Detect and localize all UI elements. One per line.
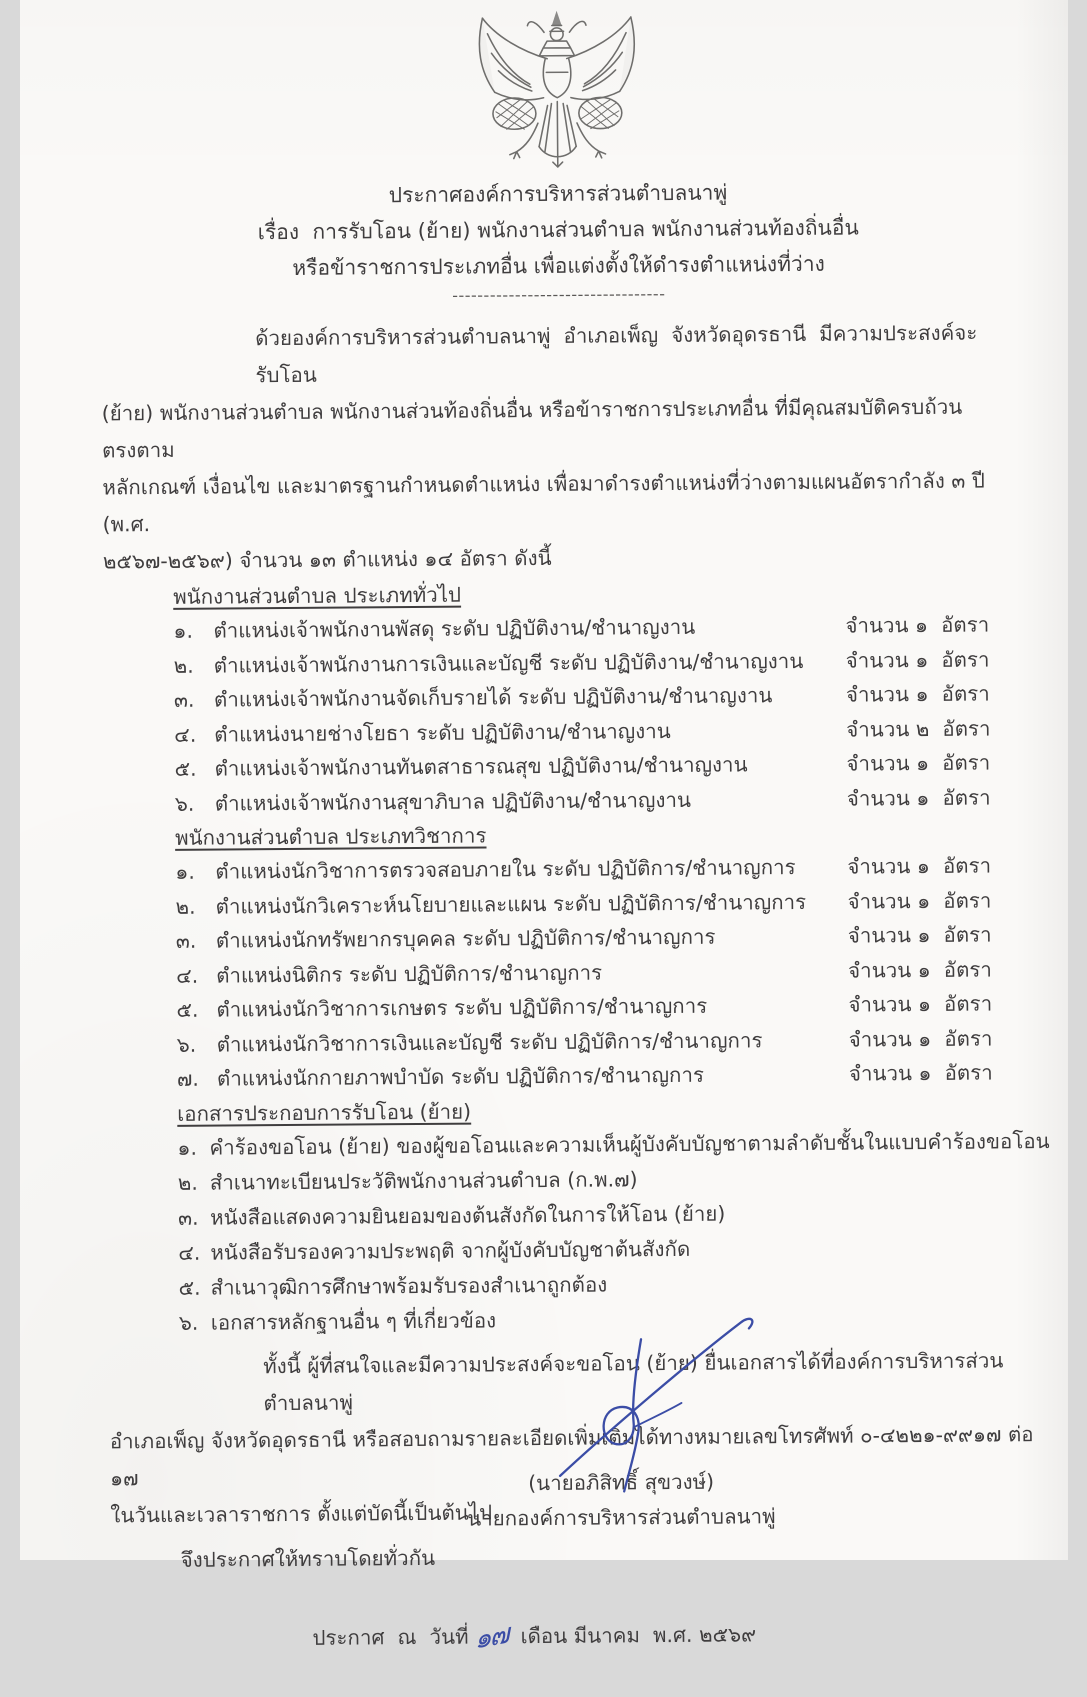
item-number: ๒. (174, 894, 196, 919)
item-number: ๑. (174, 859, 195, 884)
title-block (33, 172, 1082, 288)
document-list (23, 1123, 1073, 1341)
position-row (174, 780, 1004, 821)
position-title: ตำแหน่งนายช่างโยธา ระดับ ปฏิบัติงาน/ชำนาญงาน (213, 718, 671, 747)
position-count: จำนวน ๑ อัตรา (847, 991, 992, 1017)
intro-line: ด้วยองค์การบริหารส่วนตำบลนาพู่ อำเภอเพ็ญ จังหวัดอุดรธานี มีความประสงค์จะรับโอน (254, 320, 977, 388)
item-number: ๖. (178, 1310, 198, 1335)
position-title: ตำแหน่งนักวิเคราะห์นโยบายและแผน ระดับ ปฏิบัติการ/ชำนาญการ (214, 889, 806, 919)
item-number: ๖. (174, 791, 194, 816)
dashed-divider: ---------------------------------- (451, 284, 666, 305)
position-title: ตำแหน่งนักวิชาการตรวจสอบภายใน ระดับ ปฏิบัติการ/ชำนาญการ (214, 855, 796, 884)
item-number: ๕. (173, 756, 197, 781)
signatory-name: (นายอภิสิทธิ์ สุขวงษ์) (527, 1469, 714, 1496)
position-title: ตำแหน่งนักกายภาพบำบัด ระดับ ปฏิบัติการ/ชำนาญการ (216, 1062, 704, 1091)
position-title: ตำแหน่งเจ้าพนักงานสุขาภิบาล ปฏิบัติงาน/ชำนาญงาน (214, 787, 691, 816)
position-count: จำนวน ๒ อัตรา (845, 715, 991, 742)
item-number: ๔. (173, 722, 196, 747)
section-heading-academic: พนักงานส่วนตำบล ประเภทวิชาการ (174, 823, 487, 850)
document-text: เอกสารหลักฐานอื่น ๆ ที่เกี่ยวข้อง (210, 1307, 496, 1335)
scanned-announcement-page (20, 0, 1068, 1656)
document-text: สำเนาทะเบียนประวัติพนักงานส่วนตำบล (ก.พ.๗) (209, 1166, 638, 1195)
position-title: ตำแหน่งนิติกร ระดับ ปฏิบัติการ/ชำนาญการ (215, 960, 602, 988)
position-title: ตำแหน่งเจ้าพนักงานทันตสาธารณสุข ปฏิบัติงาน/ชำนาญงาน (213, 752, 748, 781)
date-prefix: ประกาศ ณ วันที่ (311, 1624, 469, 1650)
position-count: จำนวน ๑ อัตรา (846, 887, 991, 914)
intro-line: หลักเกณฑ์ เงื่อนไข และมาตรฐานกำหนดตำแหน่ง เพื่อมาดำรงตำแหน่งที่ว่างตามแผนอัตรากำลัง ๓ ปี (พ.ศ. (101, 468, 991, 537)
item-number: ๖. (176, 1032, 196, 1057)
closing-line: ในวันและเวลาราชการ ตั้งแต่บัดนี้เป็นต้นไป (109, 1499, 492, 1527)
position-count: จำนวน ๑ อัตรา (844, 612, 989, 638)
signatory-block (421, 1464, 822, 1537)
position-title: ตำแหน่งเจ้าพนักงานพัสดุ ระดับ ปฏิบัติงาน/ชำนาญงาน (212, 614, 695, 643)
position-title: ตำแหน่งเจ้าพนักงานการเงินและบัญชี ระดับ ปฏิบัติงาน/ชำนาญงาน (213, 648, 803, 678)
document-text: สำเนาวุฒิการศึกษาพร้อมรับรองสำเนาถูกต้อง (209, 1272, 607, 1300)
document-content (14, 0, 1074, 1656)
document-text: คำร้องขอโอน (ย้าย) ของผู้ขอโอนและความเห็นผู้บังคับบัญชาตามลำดับชั้นในแบบคำร้องขอโอน (208, 1128, 1050, 1160)
item-number: ๓. (177, 1205, 199, 1230)
position-row (176, 1055, 1006, 1096)
signatory-title: นายกองค์การบริหารส่วนตำบลนาพู่ (466, 1504, 776, 1531)
document-row (177, 1124, 1051, 1166)
closing-line: ทั้งนี้ ผู้ที่สนใจและมีความประสงค์จะขอโอน (ย้าย) ยื่นเอกสารได้ที่องค์การบริหารส่วนตำบลนาพู่ (262, 1347, 1003, 1415)
org-title: ประกาศองค์การบริหารส่วนตำบลนาพู่ (388, 180, 727, 208)
position-title: ตำแหน่งนักวิชาการเกษตร ระดับ ปฏิบัติการ/ชำนาญการ (215, 993, 707, 1022)
position-count: จำนวน ๑ อัตรา (846, 853, 991, 879)
section-heading-documents: เอกสารประกอบการรับโอน (ย้าย) (176, 1099, 471, 1126)
date-suffix: เดือน มีนาคม พ.ศ. ๒๕๖๙ (513, 1621, 756, 1648)
document-text: หนังสือแสดงความยินยอมของต้นสังกัดในการให้โอน (ย้าย) (209, 1201, 725, 1230)
item-number: ๒. (177, 1170, 198, 1195)
item-number: ๔. (177, 1240, 200, 1265)
item-number: ๕. (175, 997, 199, 1022)
position-count: จำนวน ๑ อัตรา (845, 647, 990, 673)
subject-line-1: เรื่อง การรับโอน (ย้าย) พนักงานส่วนตำบล พนักงานส่วนท้องถิ่นอื่น (257, 215, 859, 245)
garuda-emblem-icon (32, 0, 1081, 176)
announce-statement: จึงประกาศให้ทราบโดยทั่วกัน (180, 1545, 435, 1572)
position-count: จำนวน ๑ อัตรา (847, 922, 992, 948)
position-list-academic (175, 848, 1007, 1096)
position-list-general (173, 607, 1005, 821)
position-title: ตำแหน่งเจ้าพนักงานจัดเก็บรายได้ ระดับ ปฏิบัติงาน/ชำนาญงาน (213, 683, 772, 712)
item-number: ๕. (177, 1275, 201, 1300)
item-number: ๑. (176, 1135, 197, 1160)
document-row (178, 1299, 1052, 1341)
intro-line: ๒๕๖๗-๒๕๖๙) จำนวน ๑๓ ตำแหน่ง ๑๔ อัตรา ดังนี้ (102, 545, 552, 574)
item-number: ๓. (175, 928, 196, 953)
closing-line: อำเภอเพ็ญ จังหวัดอุดรธานี หรือสอบถามรายละเอียดเพิ่มเติมได้ทางหมายเลขโทรศัพท์ ๐-๔๒๒๑-๙๙๑๗ ต่อ ๑๗ (109, 1421, 1040, 1490)
position-title: ตำแหน่งนักวิชาการเงินและบัญชี ระดับ ปฏิบัติการ/ชำนาญการ (216, 1027, 763, 1057)
position-count: จำนวน ๑ อัตรา (845, 681, 990, 707)
item-number: ๓. (173, 687, 195, 712)
section-heading-general: พนักงานส่วนตำบล ประเภททั่วไป (172, 582, 461, 609)
subject-line-2: หรือข้าราชการประเภทอื่น เพื่อแต่งตั้งให้ดำรงตำแหน่งที่ว่าง (291, 251, 825, 280)
position-title: ตำแหน่งนักทรัพยากรบุคคล ระดับ ปฏิบัติการ/ชำนาญการ (215, 924, 716, 953)
intro-line: (ย้าย) พนักงานส่วนตำบล พนักงานส่วนท้องถิ่นอื่น หรือข้าราชการประเภทอื่น ที่มีคุณสมบัติครบถ้วนตรงตาม (101, 394, 962, 463)
announcement-date-line (272, 1574, 1075, 1694)
position-count: จำนวน ๑ อัตรา (846, 784, 991, 811)
position-count: จำนวน ๑ อัตรา (847, 956, 992, 983)
item-number: ๔. (175, 963, 198, 988)
item-number: ๒. (173, 653, 194, 678)
document-text: หนังสือรับรองความประพฤติ จากผู้บังคับบัญชาต้นสังกัด (209, 1236, 690, 1265)
handwritten-day: ๑๗ (473, 1617, 508, 1656)
item-number: ๑. (172, 618, 193, 643)
item-number: ๗. (176, 1066, 199, 1091)
intro-paragraph (100, 314, 990, 580)
position-count: จำนวน ๑ อัตรา (845, 750, 990, 776)
position-count: จำนวน ๑ อัตรา (848, 1060, 993, 1086)
position-count: จำนวน ๑ อัตรา (848, 1025, 993, 1052)
